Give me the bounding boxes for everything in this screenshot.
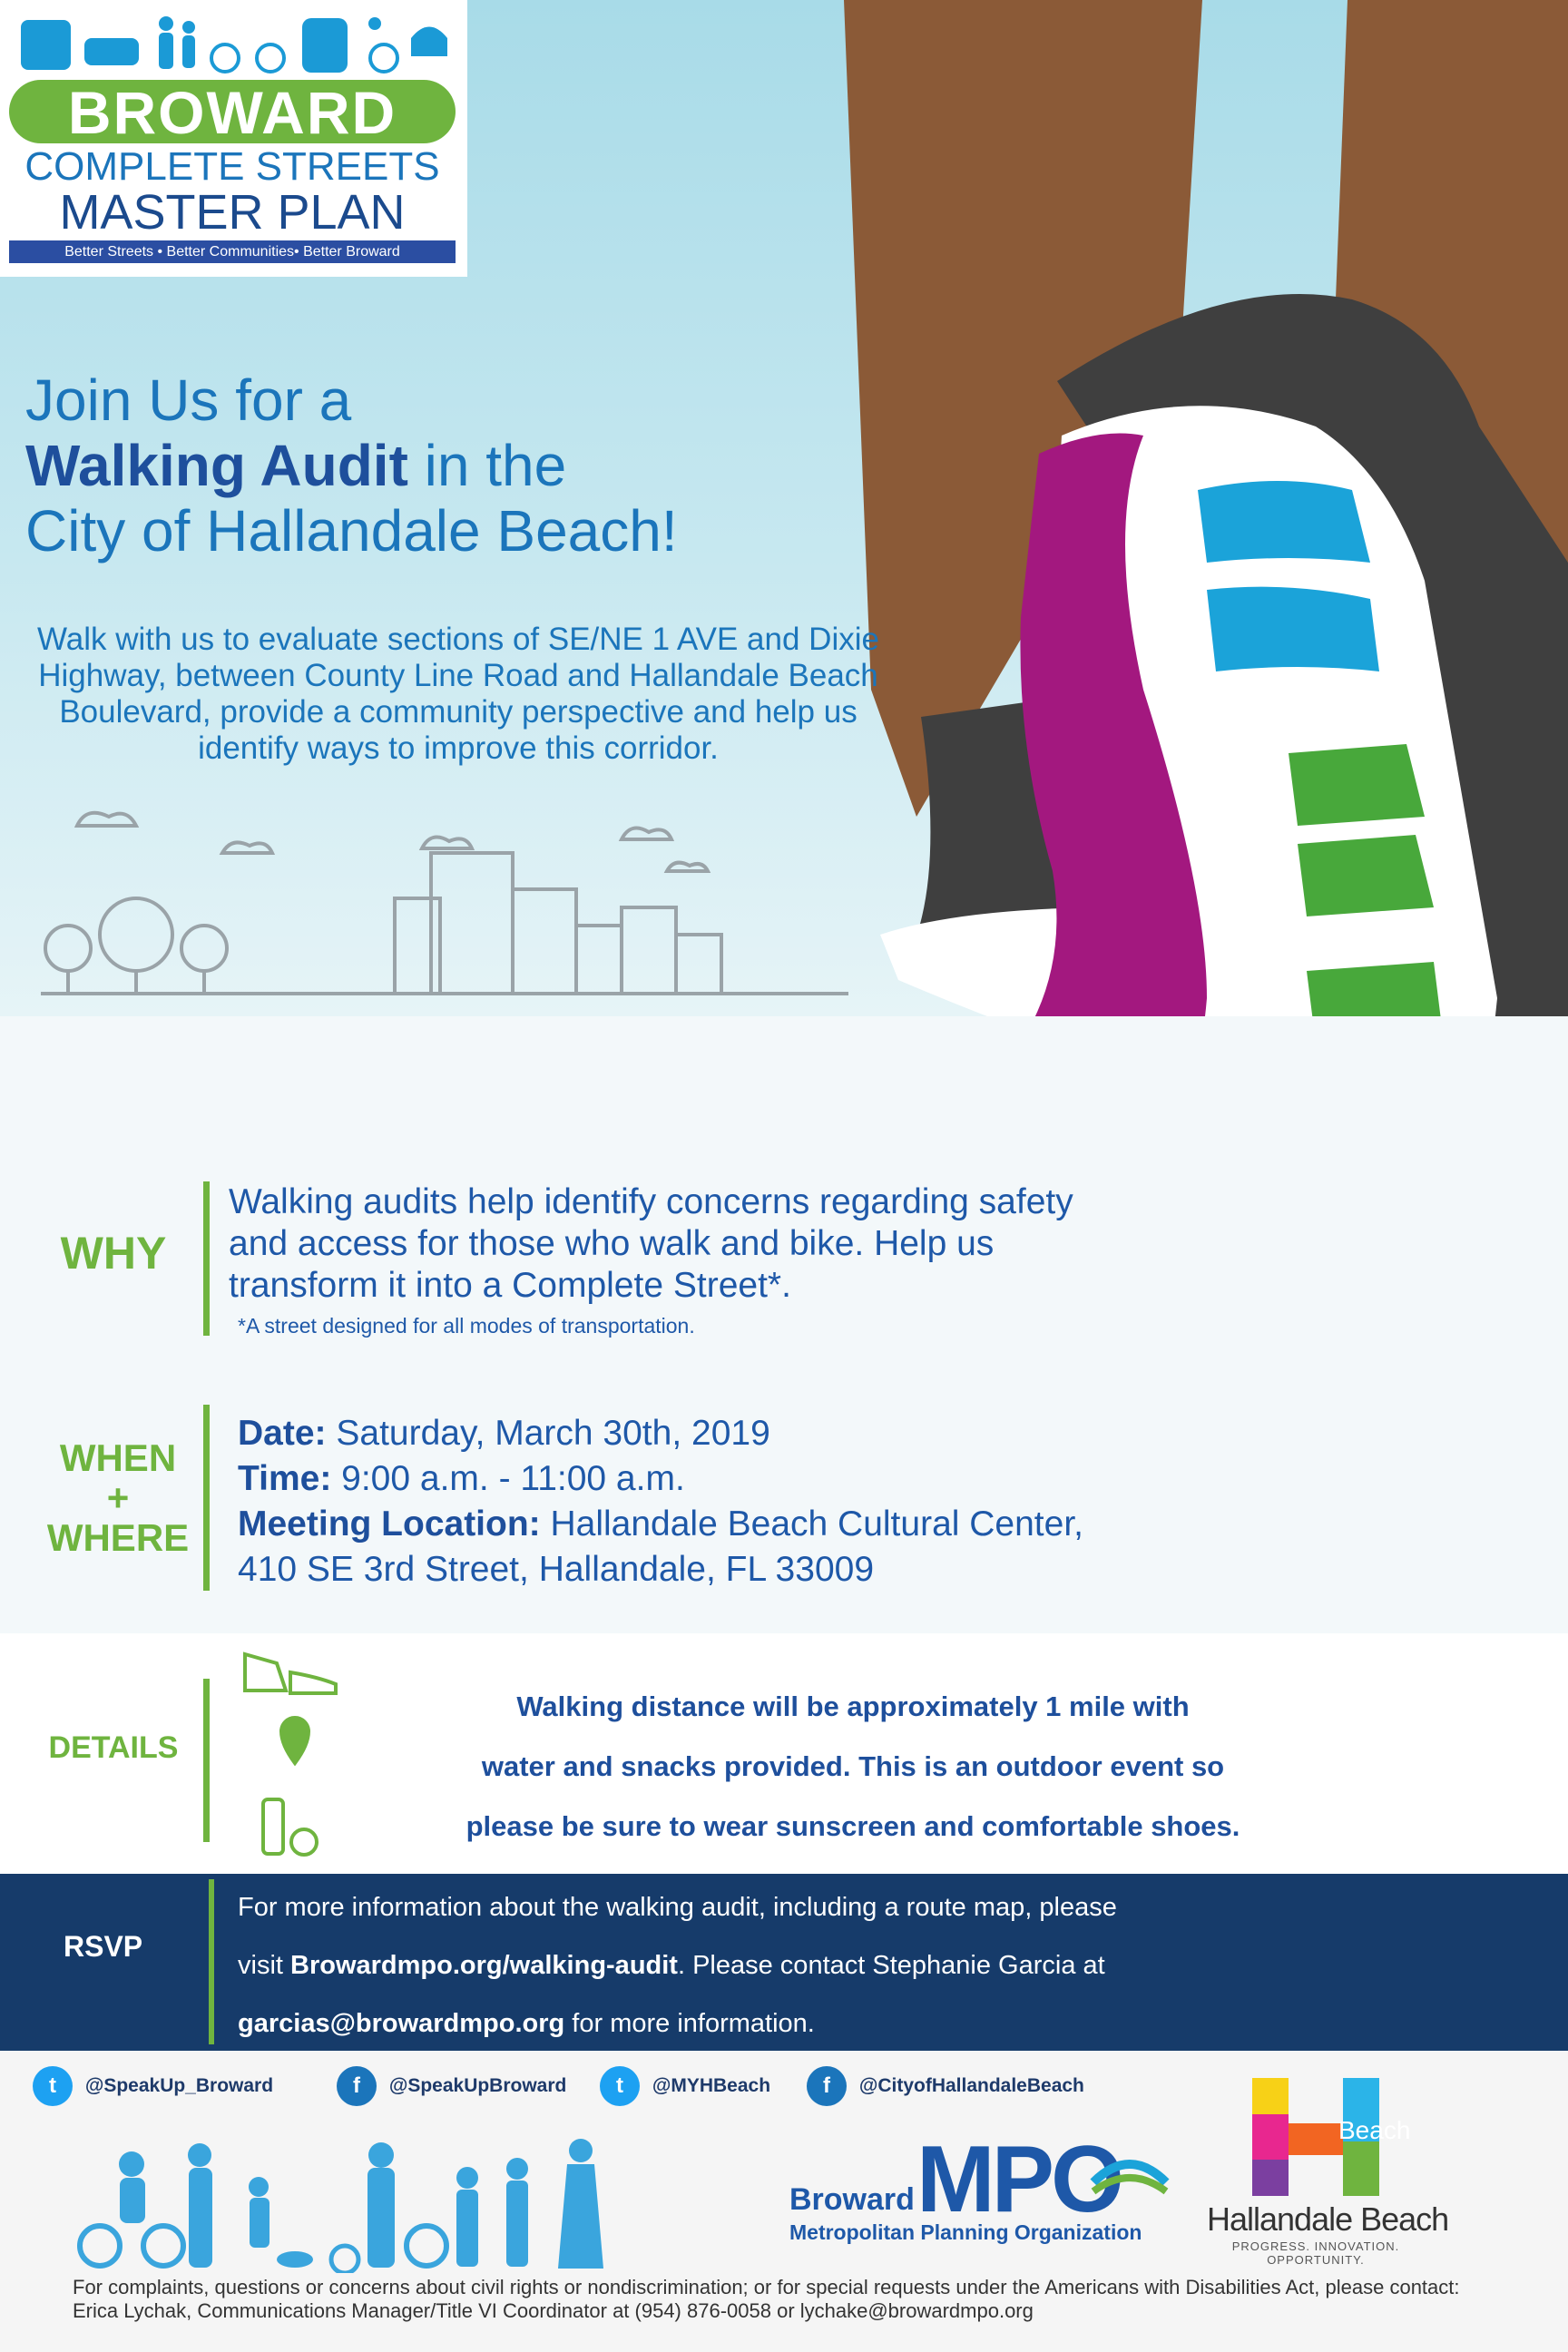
- hallandale-beach-tab: Beach: [1338, 2116, 1411, 2144]
- rsvp-label: RSVP: [64, 1930, 143, 1963]
- hallandale-name: Hallandale Beach: [1207, 2200, 1449, 2238]
- social-item-twitter-speakup[interactable]: [33, 2066, 273, 2106]
- rsvp-website-link[interactable]: Browardmpo.org/walking-audit: [290, 1951, 678, 1980]
- details-line-2: water and snacks provided. This is an outdoor event so: [481, 1750, 1225, 1782]
- mpo-full-name: Metropolitan Planning Organization: [789, 2220, 1142, 2244]
- logo-complete-streets: COMPLETE STREETS: [24, 144, 440, 189]
- when-where-label: [36, 1438, 200, 1558]
- date-label: Date:: [238, 1414, 327, 1453]
- time-value: 9:00 a.m. - 11:00 a.m.: [331, 1459, 685, 1498]
- logo-master-plan: MASTER PLAN: [59, 185, 406, 240]
- headline-line-2: [25, 433, 842, 498]
- social-handle: @SpeakUpBroward: [388, 2075, 567, 2096]
- social-item-facebook-speakup[interactable]: [337, 2066, 566, 2106]
- city-skyline-illustration: [41, 799, 848, 1007]
- why-text: Walking audits help identify concerns regarding safety and access for those who walk and bike. Help us transform it into a Complete Street*.: [229, 1182, 1073, 1305]
- why-footnote: *A street designed for all modes of transportation.: [238, 1314, 695, 1338]
- rsvp-divider: [209, 1879, 214, 2044]
- headline-bold: Walking Audit: [25, 433, 408, 498]
- rsvp-line-2-post: . Please contact Stephanie Garcia at: [677, 1951, 1105, 1980]
- rsvp-line-2: [238, 1936, 1417, 1994]
- when-label: WHEN: [59, 1436, 177, 1479]
- headline-line-2-rest: in the: [407, 433, 567, 498]
- twitter-icon: t: [33, 2066, 73, 2106]
- mpo-letters: MPO: [916, 2127, 1121, 2232]
- where-label: WHERE: [46, 1516, 190, 1559]
- shoe-illustration: [844, 0, 1568, 1180]
- headline: [25, 368, 842, 564]
- logo-tagline: Better Streets • Better Communities• Better Broward: [9, 240, 456, 263]
- social-handle: @CityofHallandaleBeach: [858, 2075, 1084, 2096]
- date-value: Saturday, March 30th, 2019: [326, 1414, 770, 1453]
- time-row: [238, 1456, 1308, 1502]
- social-handle: @SpeakUp_Broward: [84, 2075, 274, 2096]
- hallandale-tagline: PROGRESS. INNOVATION. OPPORTUNITY.: [1231, 2239, 1400, 2267]
- mpo-broward-word: Broward: [789, 2182, 915, 2217]
- details-icons: [236, 1641, 345, 1867]
- details-divider: [203, 1679, 210, 1842]
- social-item-facebook-hallandale[interactable]: [807, 2066, 1084, 2106]
- plus-label: +: [106, 1476, 130, 1519]
- location-value: Hallandale Beach Cultural Center,: [540, 1504, 1084, 1544]
- broward-mpo-logo: [789, 2127, 1171, 2255]
- social-handle: @MYHBeach: [652, 2075, 771, 2096]
- when-where-divider: [203, 1405, 210, 1591]
- twitter-icon: t: [600, 2066, 640, 2106]
- rsvp-text: [238, 1878, 1417, 2053]
- shoe-icon: [290, 1672, 336, 1693]
- rsvp-line-1: For more information about the walking audit, including a route map, please: [238, 1893, 1117, 1922]
- apple-icon: [291, 1829, 317, 1855]
- intro-paragraph: Walk with us to evaluate sections of SE/NE 1 AVE and Dixie Highway, between County Line Road and Hallandale Beach Boulevard, provide a community perspective and help us identify ways to improve this corridor.: [37, 622, 879, 766]
- headline-line-1: Join Us for a: [25, 368, 352, 433]
- rsvp-line-3-post: for more information.: [564, 2009, 815, 2038]
- details-label: DETAILS: [48, 1730, 179, 1765]
- facebook-icon: f: [807, 2066, 847, 2106]
- logo-broward-word: BROWARD: [9, 80, 456, 143]
- details-line-1: Walking distance will be approximately 1 mile with: [516, 1690, 1190, 1722]
- details-line-3: please be sure to wear sunscreen and comfortable shoes.: [466, 1810, 1240, 1842]
- location-label: Meeting Location:: [238, 1504, 541, 1544]
- details-text: [354, 1677, 1352, 1857]
- when-where-text: [238, 1411, 1308, 1592]
- rsvp-email-link[interactable]: garcias@browardmpo.org: [238, 2009, 565, 2038]
- location-pin-icon: [281, 1718, 309, 1763]
- hallandale-beach-logo: [1207, 2078, 1479, 2267]
- water-bottle-icon: [263, 1799, 283, 1854]
- why-label: WHY: [60, 1228, 167, 1279]
- mpo-wave-icon: [1089, 2141, 1171, 2223]
- transport-icons-row: [16, 11, 452, 79]
- facebook-icon: f: [337, 2066, 377, 2106]
- disclaimer: For complaints, questions or concerns about civil rights or nondiscrimination; or for special requests under the Americans with Disabilities Act, please contact: Erica Lychak, Communications Manager/Title VI Coordinator at (954) 876-0058 or lychake@browardmpo.org: [73, 2276, 1460, 2322]
- location-row: [238, 1502, 1308, 1547]
- why-divider: [203, 1181, 210, 1336]
- rsvp-line-2-pre: visit: [238, 1951, 290, 1980]
- broward-complete-streets-logo: [0, 0, 467, 277]
- address-row: 410 SE 3rd Street, Hallandale, FL 33009: [238, 1550, 875, 1589]
- social-item-twitter-myhbeach[interactable]: [600, 2066, 770, 2106]
- people-silhouettes-illustration: [45, 2137, 644, 2273]
- rsvp-line-3: [238, 1994, 1417, 2053]
- headline-line-3: City of Hallandale Beach!: [25, 498, 678, 564]
- date-row: [238, 1411, 1308, 1456]
- sneaker-icon: [245, 1654, 286, 1690]
- time-label: Time:: [238, 1459, 332, 1498]
